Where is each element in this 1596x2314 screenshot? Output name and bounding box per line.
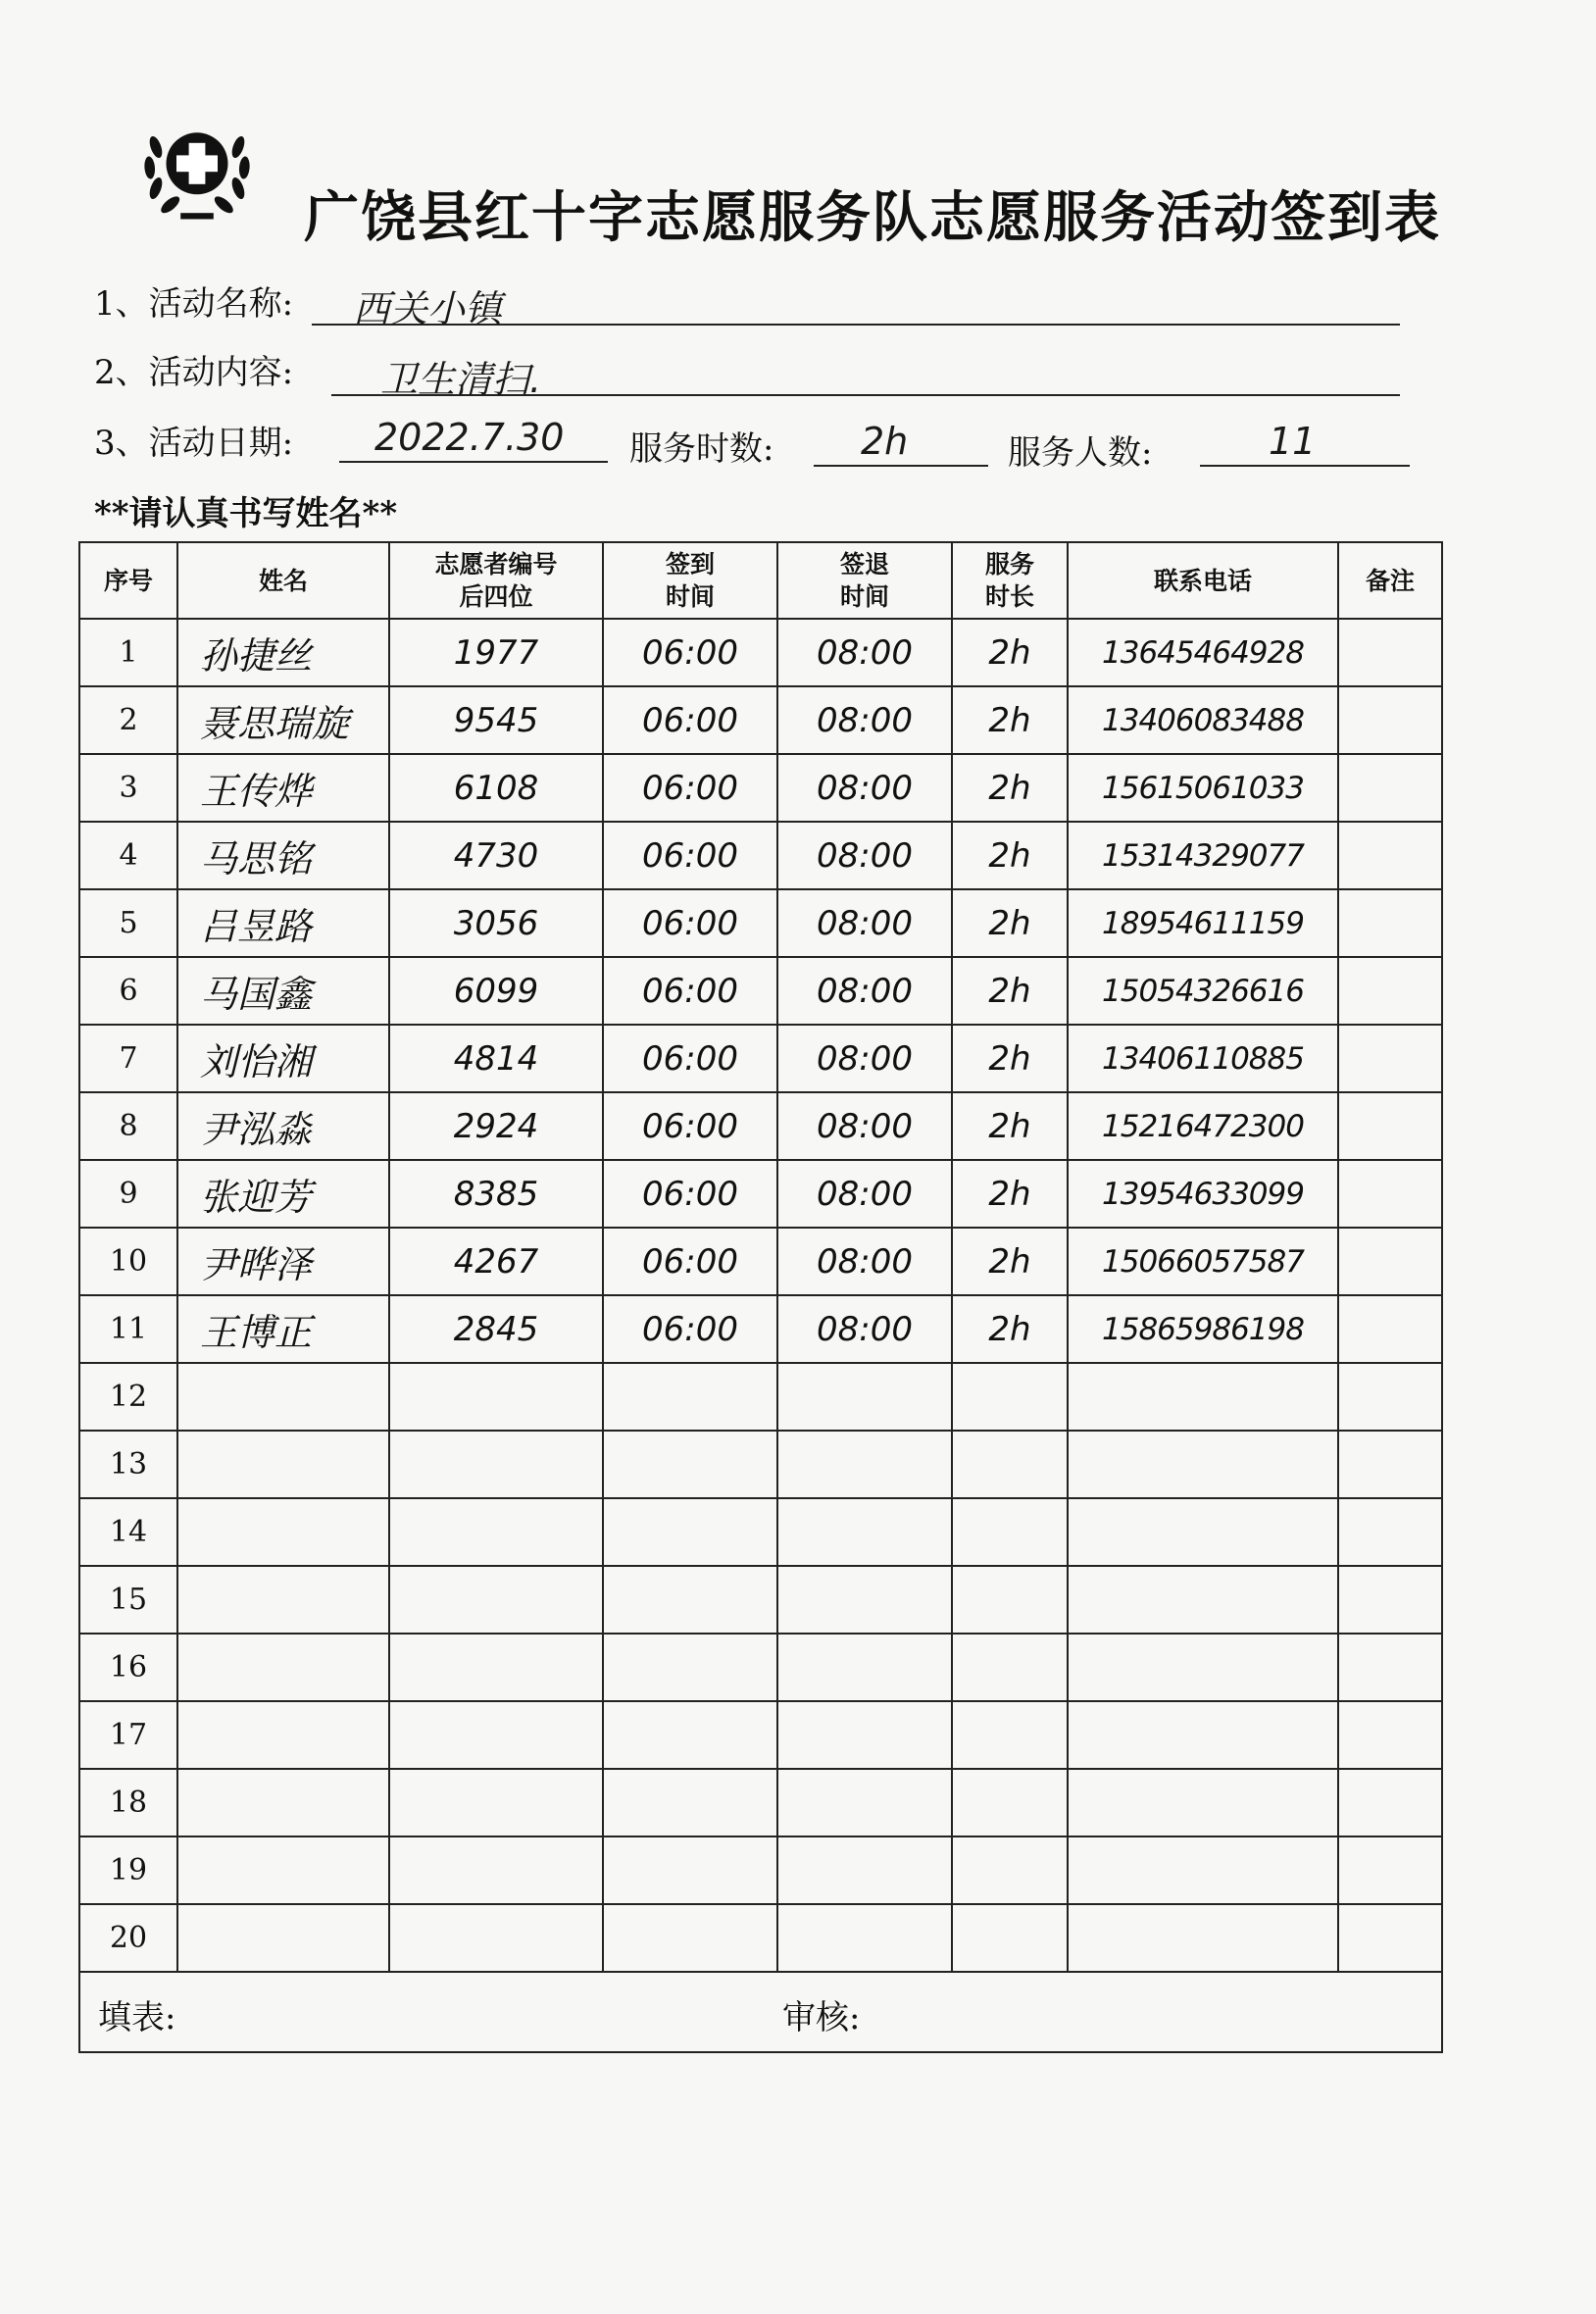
row-checkin-cell[interactable]: 06:00 — [603, 957, 777, 1025]
row-name-cell[interactable]: 尹晔泽 — [177, 1228, 389, 1295]
row-phone-cell[interactable]: 15865986198 — [1068, 1295, 1338, 1363]
row-volunteer-id-cell[interactable] — [389, 1836, 603, 1904]
row-seq-cell: 18 — [79, 1769, 177, 1836]
row-duration-cell[interactable]: 2h — [952, 889, 1068, 957]
row-checkin-cell[interactable] — [603, 1634, 777, 1701]
service-count-field[interactable] — [1200, 420, 1410, 467]
table-row — [79, 1363, 1442, 1431]
row-seq-cell: 9 — [79, 1160, 177, 1228]
row-duration-cell[interactable]: 2h — [952, 1228, 1068, 1295]
row-duration-cell[interactable]: 2h — [952, 957, 1068, 1025]
footer-row — [79, 1972, 1442, 2052]
row-duration-cell[interactable] — [952, 1431, 1068, 1498]
row-name-cell[interactable]: 尹泓淼 — [177, 1092, 389, 1160]
row-checkin-cell[interactable] — [603, 1904, 777, 1972]
row-volunteer-id-cell[interactable]: 8385 — [389, 1160, 603, 1228]
row-duration-cell[interactable] — [952, 1904, 1068, 1972]
row-checkin-cell[interactable] — [603, 1431, 777, 1498]
service-count-value: 11 — [1269, 420, 1317, 463]
row-volunteer-id-cell[interactable]: 2924 — [389, 1092, 603, 1160]
service-hours-field[interactable] — [814, 420, 988, 467]
row-remark-cell[interactable] — [1338, 1634, 1442, 1701]
row-phone-cell[interactable] — [1068, 1836, 1338, 1904]
table-row — [79, 1498, 1442, 1566]
row-phone-cell[interactable] — [1068, 1498, 1338, 1566]
table-row — [79, 1566, 1442, 1634]
row-name-cell[interactable] — [177, 1363, 389, 1431]
row-checkin-cell[interactable]: 06:00 — [603, 619, 777, 686]
row-checkout-cell[interactable] — [777, 1769, 952, 1836]
row-seq-cell: 1 — [79, 619, 177, 686]
row-checkout-cell[interactable]: 08:00 — [777, 686, 952, 754]
col-volunteer-id: 志愿者编号 后四位 — [389, 542, 603, 619]
service-hours-row — [629, 422, 773, 470]
table-row — [79, 1160, 1442, 1228]
row-checkout-cell[interactable]: 08:00 — [777, 1025, 952, 1092]
row-phone-cell[interactable] — [1068, 1701, 1338, 1769]
row-seq-cell: 16 — [79, 1634, 177, 1701]
row-remark-cell[interactable] — [1338, 1769, 1442, 1836]
row-phone-cell[interactable] — [1068, 1634, 1338, 1701]
row-checkin-cell[interactable] — [603, 1701, 777, 1769]
row-seq-cell: 7 — [79, 1025, 177, 1092]
col-name: 姓名 — [177, 542, 389, 619]
row-checkin-cell[interactable]: 06:00 — [603, 1160, 777, 1228]
row-phone-cell[interactable]: 13645464928 — [1068, 619, 1338, 686]
row-duration-cell[interactable] — [952, 1634, 1068, 1701]
row-checkin-cell[interactable]: 06:00 — [603, 822, 777, 889]
row-volunteer-id-cell[interactable] — [389, 1769, 603, 1836]
row-name-cell[interactable]: 吕昱路 — [177, 889, 389, 957]
filled-by-label: 填表: — [98, 1998, 176, 2037]
row-remark-cell[interactable] — [1338, 754, 1442, 822]
row-name-cell[interactable] — [177, 1904, 389, 1972]
row-remark-cell[interactable] — [1338, 1498, 1442, 1566]
row-volunteer-id-cell[interactable]: 4814 — [389, 1025, 603, 1092]
service-count-label: 服务人数: — [1008, 433, 1153, 473]
row-phone-cell[interactable] — [1068, 1566, 1338, 1634]
row-remark-cell[interactable] — [1338, 1701, 1442, 1769]
row-name-cell[interactable] — [177, 1498, 389, 1566]
row-duration-cell[interactable]: 2h — [952, 1160, 1068, 1228]
activity-content-label: 2、活动内容: — [94, 353, 294, 392]
row-remark-cell[interactable] — [1338, 1228, 1442, 1295]
row-checkout-cell[interactable]: 08:00 — [777, 754, 952, 822]
row-name-cell[interactable]: 刘怡湘 — [177, 1025, 389, 1092]
row-phone-cell[interactable]: 13406083488 — [1068, 686, 1338, 754]
row-phone-cell[interactable]: 13954633099 — [1068, 1160, 1338, 1228]
row-checkin-cell[interactable]: 06:00 — [603, 1228, 777, 1295]
row-duration-cell[interactable]: 2h — [952, 686, 1068, 754]
table-row — [79, 1092, 1442, 1160]
row-seq-cell: 10 — [79, 1228, 177, 1295]
row-checkin-cell[interactable] — [603, 1769, 777, 1836]
row-phone-cell[interactable]: 13406110885 — [1068, 1025, 1338, 1092]
row-checkout-cell[interactable]: 08:00 — [777, 619, 952, 686]
footer-cell — [79, 1972, 1442, 2052]
row-phone-cell[interactable] — [1068, 1769, 1338, 1836]
row-checkout-cell[interactable]: 08:00 — [777, 1295, 952, 1363]
row-checkout-cell[interactable]: 08:00 — [777, 889, 952, 957]
row-checkin-cell[interactable]: 06:00 — [603, 889, 777, 957]
table-row — [79, 1431, 1442, 1498]
activity-content-field[interactable] — [331, 349, 1400, 401]
row-checkout-cell[interactable] — [777, 1363, 952, 1431]
row-duration-cell[interactable] — [952, 1566, 1068, 1634]
row-checkout-cell[interactable]: 08:00 — [777, 1160, 952, 1228]
row-volunteer-id-cell[interactable] — [389, 1701, 603, 1769]
row-name-cell[interactable] — [177, 1769, 389, 1836]
table-row — [79, 754, 1442, 822]
col-seq: 序号 — [79, 542, 177, 619]
row-volunteer-id-cell[interactable]: 9545 — [389, 686, 603, 754]
row-phone-cell[interactable]: 15216472300 — [1068, 1092, 1338, 1160]
row-checkin-cell[interactable] — [603, 1363, 777, 1431]
row-checkout-cell[interactable] — [777, 1431, 952, 1498]
row-seq-cell: 3 — [79, 754, 177, 822]
row-name-cell[interactable]: 王传烨 — [177, 754, 389, 822]
row-volunteer-id-cell[interactable] — [389, 1431, 603, 1498]
activity-name-value: 西关小镇 — [353, 287, 503, 330]
row-volunteer-id-cell[interactable] — [389, 1363, 603, 1431]
row-volunteer-id-cell[interactable]: 1977 — [389, 619, 603, 686]
col-phone: 联系电话 — [1068, 542, 1338, 619]
row-phone-cell[interactable]: 15054326616 — [1068, 957, 1338, 1025]
page-title: 广饶县红十字志愿服务队志愿服务活动签到表 — [304, 186, 1441, 250]
row-seq-cell: 11 — [79, 1295, 177, 1363]
row-volunteer-id-cell[interactable]: 4730 — [389, 822, 603, 889]
row-checkin-cell[interactable] — [603, 1498, 777, 1566]
row-duration-cell[interactable]: 2h — [952, 619, 1068, 686]
row-checkout-cell[interactable] — [777, 1836, 952, 1904]
row-remark-cell[interactable] — [1338, 1431, 1442, 1498]
row-name-cell[interactable]: 王博正 — [177, 1295, 389, 1363]
activity-date-label: 3、活动日期: — [94, 424, 294, 463]
row-checkout-cell[interactable]: 08:00 — [777, 1092, 952, 1160]
row-name-cell[interactable]: 孙捷丝 — [177, 619, 389, 686]
row-volunteer-id-cell[interactable] — [389, 1904, 603, 1972]
table-row — [79, 889, 1442, 957]
row-volunteer-id-cell[interactable]: 6099 — [389, 957, 603, 1025]
table-header-row — [79, 542, 1442, 619]
row-checkout-cell[interactable]: 08:00 — [777, 822, 952, 889]
row-phone-cell[interactable]: 18954611159 — [1068, 889, 1338, 957]
row-checkin-cell[interactable]: 06:00 — [603, 754, 777, 822]
sign-in-table — [78, 541, 1443, 2053]
row-remark-cell[interactable] — [1338, 1025, 1442, 1092]
row-checkout-cell[interactable]: 08:00 — [777, 957, 952, 1025]
table-row — [79, 1701, 1442, 1769]
row-checkin-cell[interactable] — [603, 1566, 777, 1634]
row-remark-cell[interactable] — [1338, 686, 1442, 754]
row-volunteer-id-cell[interactable]: 3056 — [389, 889, 603, 957]
service-count-row — [1008, 426, 1152, 474]
row-name-cell[interactable] — [177, 1701, 389, 1769]
row-duration-cell[interactable]: 2h — [952, 1092, 1068, 1160]
table-row — [79, 1228, 1442, 1295]
row-remark-cell[interactable] — [1338, 1295, 1442, 1363]
row-name-cell[interactable] — [177, 1566, 389, 1634]
row-duration-cell[interactable]: 2h — [952, 822, 1068, 889]
row-remark-cell[interactable] — [1338, 822, 1442, 889]
activity-name-label: 1、活动名称: — [94, 284, 294, 324]
table-row — [79, 1025, 1442, 1092]
row-volunteer-id-cell[interactable] — [389, 1566, 603, 1634]
row-seq-cell: 8 — [79, 1092, 177, 1160]
activity-date-field[interactable] — [339, 416, 608, 463]
row-volunteer-id-cell[interactable] — [389, 1498, 603, 1566]
red-cross-emblem-icon — [135, 106, 259, 229]
table-row — [79, 1904, 1442, 1972]
row-checkout-cell[interactable] — [777, 1566, 952, 1634]
row-seq-cell: 13 — [79, 1431, 177, 1498]
row-name-cell[interactable]: 张迎芳 — [177, 1160, 389, 1228]
row-name-cell[interactable] — [177, 1836, 389, 1904]
row-duration-cell[interactable]: 2h — [952, 1295, 1068, 1363]
row-checkout-cell[interactable]: 08:00 — [777, 1228, 952, 1295]
row-phone-cell[interactable] — [1068, 1431, 1338, 1498]
col-remark: 备注 — [1338, 542, 1442, 619]
row-remark-cell[interactable] — [1338, 1836, 1442, 1904]
row-checkin-cell[interactable]: 06:00 — [603, 1295, 777, 1363]
table-row — [79, 1634, 1442, 1701]
row-remark-cell[interactable] — [1338, 889, 1442, 957]
row-volunteer-id-cell[interactable]: 4267 — [389, 1228, 603, 1295]
service-hours-label: 服务时数: — [629, 429, 774, 469]
row-name-cell[interactable] — [177, 1431, 389, 1498]
table-row — [79, 822, 1442, 889]
row-seq-cell: 20 — [79, 1904, 177, 1972]
row-duration-cell[interactable] — [952, 1836, 1068, 1904]
col-duration: 服务 时长 — [952, 542, 1068, 619]
row-name-cell[interactable]: 聂思瑞旋 — [177, 686, 389, 754]
row-name-cell[interactable]: 马国鑫 — [177, 957, 389, 1025]
row-volunteer-id-cell[interactable] — [389, 1634, 603, 1701]
row-seq-cell: 4 — [79, 822, 177, 889]
row-duration-cell[interactable] — [952, 1701, 1068, 1769]
activity-name-field[interactable] — [312, 278, 1400, 330]
activity-date-row — [94, 416, 293, 464]
row-checkout-cell[interactable] — [777, 1634, 952, 1701]
table-row — [79, 619, 1442, 686]
row-remark-cell[interactable] — [1338, 619, 1442, 686]
row-remark-cell[interactable] — [1338, 1566, 1442, 1634]
row-duration-cell[interactable]: 2h — [952, 754, 1068, 822]
reviewed-by-label: 审核: — [782, 1998, 861, 2037]
row-volunteer-id-cell[interactable]: 2845 — [389, 1295, 603, 1363]
instruction-note: **请认真书写姓名** — [94, 494, 398, 533]
row-duration-cell[interactable]: 2h — [952, 1025, 1068, 1092]
activity-content-value: 卫生清扫. — [380, 358, 542, 401]
table-row — [79, 1836, 1442, 1904]
row-checkin-cell[interactable]: 06:00 — [603, 686, 777, 754]
table-row — [79, 957, 1442, 1025]
row-phone-cell[interactable]: 15615061033 — [1068, 754, 1338, 822]
row-volunteer-id-cell[interactable]: 6108 — [389, 754, 603, 822]
row-phone-cell[interactable]: 15314329077 — [1068, 822, 1338, 889]
activity-content-row — [94, 345, 293, 393]
table-row — [79, 1295, 1442, 1363]
activity-name-row — [94, 277, 293, 325]
row-remark-cell[interactable] — [1338, 957, 1442, 1025]
row-checkin-cell[interactable] — [603, 1836, 777, 1904]
row-remark-cell[interactable] — [1338, 1092, 1442, 1160]
row-seq-cell: 17 — [79, 1701, 177, 1769]
row-checkout-cell[interactable] — [777, 1498, 952, 1566]
row-phone-cell[interactable] — [1068, 1363, 1338, 1431]
row-checkout-cell[interactable] — [777, 1701, 952, 1769]
row-checkout-cell[interactable] — [777, 1904, 952, 1972]
row-seq-cell: 5 — [79, 889, 177, 957]
table-row — [79, 1769, 1442, 1836]
service-hours-value: 2h — [861, 420, 909, 463]
row-remark-cell[interactable] — [1338, 1363, 1442, 1431]
row-remark-cell[interactable] — [1338, 1160, 1442, 1228]
row-seq-cell: 14 — [79, 1498, 177, 1566]
row-checkin-cell[interactable]: 06:00 — [603, 1092, 777, 1160]
col-checkout: 签退 时间 — [777, 542, 952, 619]
row-name-cell[interactable]: 马思铭 — [177, 822, 389, 889]
row-duration-cell[interactable] — [952, 1769, 1068, 1836]
row-duration-cell[interactable] — [952, 1498, 1068, 1566]
activity-date-value: 2022.7.30 — [374, 416, 565, 459]
row-name-cell[interactable] — [177, 1634, 389, 1701]
row-duration-cell[interactable] — [952, 1363, 1068, 1431]
row-seq-cell: 12 — [79, 1363, 177, 1431]
row-checkin-cell[interactable]: 06:00 — [603, 1025, 777, 1092]
row-seq-cell: 15 — [79, 1566, 177, 1634]
row-seq-cell: 2 — [79, 686, 177, 754]
row-phone-cell[interactable]: 15066057587 — [1068, 1228, 1338, 1295]
row-seq-cell: 6 — [79, 957, 177, 1025]
col-checkin: 签到 时间 — [603, 542, 777, 619]
row-seq-cell: 19 — [79, 1836, 177, 1904]
row-phone-cell[interactable] — [1068, 1904, 1338, 1972]
row-remark-cell[interactable] — [1338, 1904, 1442, 1972]
table-row — [79, 686, 1442, 754]
